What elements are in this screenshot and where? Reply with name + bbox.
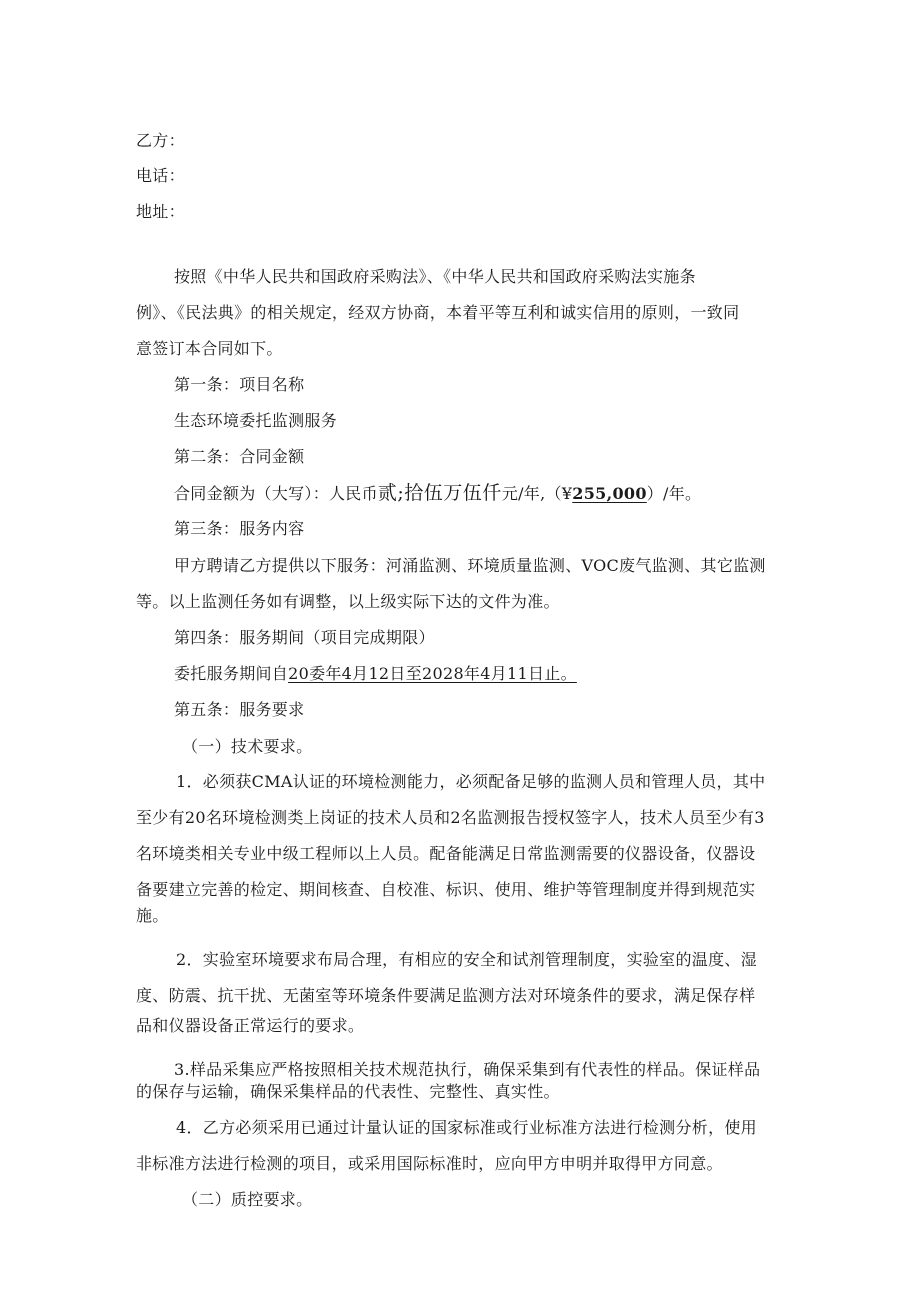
item-2-line-2: 度、防震、抗干扰、无菌室等环境条件要满足监测方法对环境条件的要求，满足保存样 [136,986,756,1005]
quality-control-heading: （二）质控要求。 [182,1190,313,1209]
item-2-line-3: 品和仪器设备正常运行的要求。 [136,1016,365,1035]
article-1-content: 生态环境委托监测服务 [174,411,338,430]
contract-amount-line [174,483,701,504]
service-period-prefix: 委托服务期间自 [174,664,289,683]
item-4-line-1: 4．乙方必须采用已通过计量认证的国家标准或行业标准方法进行检测分析，使用 [176,1118,757,1137]
article-1-heading: 第一条：项目名称 [174,375,305,394]
phone-label: 电话： [136,166,185,185]
item-4-line-2: 非标准方法进行检测的项目，或采用国际标准时，应向甲方申明并取得甲方同意。 [136,1154,723,1173]
service-period-line [174,664,577,684]
item-3-line-1: 3.样品采集应严格按照相关技术规范执行，确保采集到有代表性的样品。保证样品 [174,1060,761,1079]
article-5-heading: 第五条：服务要求 [174,700,305,719]
amount-middle: 元/年,（¥ [501,484,573,503]
preamble-line-2: 例》、《民法典》的相关规定，经双方协商，本着平等互利和诚实信用的原则，一致同 [136,303,740,322]
amount-in-words: 贰;拾伍万伍仟 [377,482,502,504]
article-2-heading: 第二条：合同金额 [174,447,305,466]
item-2-line-1: 2．实验室环境要求布局合理，有相应的安全和试剂管理制度，实验室的温度、湿 [176,950,757,969]
preamble-line-1: 按照《中华人民共和国政府采购法》、《中华人民共和国政府采购法实施条 [174,267,696,286]
amount-number: 255,000 [572,484,647,503]
technical-requirements-heading: （一）技术要求。 [182,737,313,756]
address-label: 地址： [136,202,185,221]
item-1-line-1: 1．必须获CMA认证的环境检测能力，必须配备足够的监测人员和管理人员，其中 [176,772,766,791]
item-1-line-2: 至少有20名环境检测类上岗证的技术人员和2名监测报告授权签字人，技术人员至少有3 [136,808,765,827]
item-1-line-5: 施。 [136,906,169,925]
service-period-dates: 20委年4月12日至2028年4月11日止。 [288,664,577,683]
article-3-heading: 第三条：服务内容 [174,519,305,538]
party-b-label: 乙方： [136,131,185,150]
article-3-line-1: 甲方聘请乙方提供以下服务：河涌监测、环境质量监测、VOC废气监测、其它监测 [174,556,766,575]
item-1-line-3: 名环境类相关专业中级工程师以上人员。配备能满足日常监测需要的仪器设备，仪器设 [136,844,756,863]
amount-prefix: 合同金额为（大写）：人民币 [174,484,378,503]
preamble-line-3: 意签订本合同如下。 [136,339,283,358]
article-4-heading: 第四条：服务期间（项目完成期限） [174,628,435,647]
item-1-line-4: 备要建立完善的检定、期间核查、自校准、标识、使用、维护等管理制度并得到规范实 [136,880,756,899]
article-3-line-2: 等。以上监测任务如有调整，以上级实际下达的文件为准。 [136,592,560,611]
item-3-line-2: 的保存与运输，确保采集样品的代表性、完整性、真实性。 [136,1082,560,1101]
amount-suffix: ）/年。 [646,484,702,503]
